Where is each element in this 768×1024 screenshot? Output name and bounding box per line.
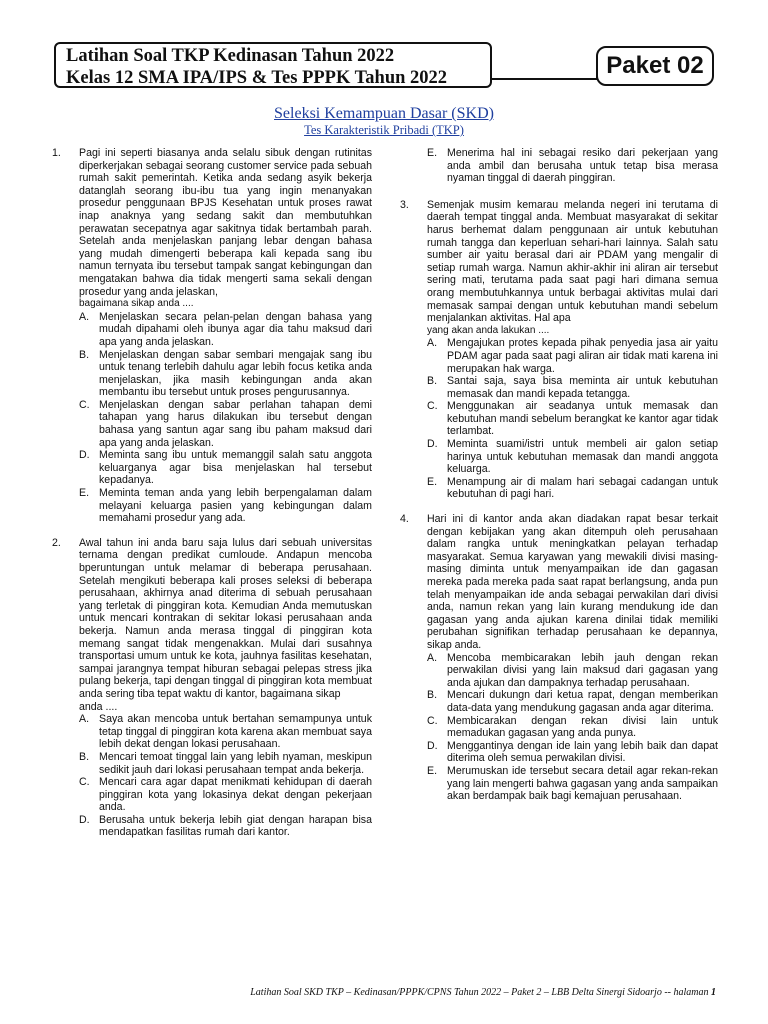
option-label: A. <box>79 310 90 323</box>
option-d[interactable] <box>427 438 718 476</box>
option-b[interactable] <box>427 689 718 714</box>
option-text: Mencoba membicarakan lebih jauh dengan rekan perwakilan divisi yang lain maksud dari gagasan yang anda ajukan dan dampaknya terhadap perusahaan. <box>447 651 718 689</box>
section-title <box>0 105 768 123</box>
header-connector <box>492 78 596 88</box>
option-text: Membicarakan dengan rekan divisi lain untuk memadukan gagasan yang anda punya. <box>447 714 718 740</box>
option-d[interactable] <box>79 449 372 487</box>
option-b[interactable] <box>79 349 372 399</box>
question-body <box>427 513 718 803</box>
option-a[interactable] <box>427 337 718 375</box>
option-label: E. <box>427 147 438 159</box>
option-text: Berusaha untuk bekerja lebih giat dengan harapan bisa mendapatkan fasilitas rumah dari kantor. <box>99 813 372 839</box>
option-text: Mengajukan protes kepada pihak penyedia jasa air yaitu PDAM agar pada saat pagi aliran air tidak mati karena ini merupakan hak warga. <box>447 337 718 375</box>
option-a[interactable] <box>79 713 372 751</box>
option-label: B. <box>427 375 438 388</box>
option-text: Meminta teman anda yang lebih berpengalaman dalam melayani keluarga pasien yang kebingungan dalam memahami prosedur yang ada. <box>99 487 372 525</box>
option-text: Mencari temoat tinggal lain yang lebih nyaman, meskipun sedikit jauh dari lokasi perusahaan tempat anda bekerja. <box>99 750 372 776</box>
option-label: A. <box>427 651 438 664</box>
question-4 <box>400 513 718 803</box>
option-label: C. <box>79 776 90 789</box>
option-text: Santai saja, saya bisa meminta air untuk kebutuhan memasak dan mandi kepada tetangga. <box>447 375 718 400</box>
question-number: 4. <box>400 513 409 526</box>
option-label: C. <box>79 398 90 411</box>
question-3 <box>400 199 718 501</box>
option-text: Meminta suami/istri untuk membeli air galon setiap harinya untuk kebutuhan memasak dan mandi anggota keluarga. <box>447 438 718 476</box>
question-body <box>79 147 372 525</box>
option-a[interactable] <box>79 311 372 349</box>
question-body <box>79 537 372 839</box>
header-title-box <box>54 42 492 88</box>
option-text: Menggantinya dengan ide lain yang lebih baik dan dapat diterima oleh semua perwakilan divisi. <box>447 739 718 765</box>
option-e[interactable] <box>427 765 718 803</box>
option-label: C. <box>427 400 438 413</box>
footer-text: Latihan Soal SKD TKP – Kedinasan/PPPK/CPNS Tahun 2022 – Paket 2 – LBB Delta Sinergi Sidoarjo -- halaman <box>250 987 709 998</box>
question-number: 3. <box>400 198 409 211</box>
page-footer <box>0 987 716 998</box>
question-text: Awal tahun ini anda baru saja lulus dari sebuah universitas ternama dengan predikat cumloude. Andapun mencoba bperuntungan untuk melamar di beberapa perusahaan. Setelah mengikuti beberapa kali proses seleksi di beberapa perusahaan, akhirnya anad diterima di sebuah perusahaan yang terletak di pinggiran kota. Kemudian Anda memutuskan untuk mencari kontrakan di sekitar lokasi perusahaan anda bekerja. Namun anda merasa tinggal di pinggiran kota memang sangat tidak mengenakkan. Mulai dari susahnya transportasi umum untuk ke kota, jauhnya fasilitas kesehatan, sampai jarangnya tempat hiburan sebagai pelepas stress jika pulang bekerja, tapi dengan tinggal di pinggiran kota membuat anda sering tiba tepat waktu di kantor, bagaimana sikap <box>79 536 372 700</box>
option-d[interactable] <box>427 740 718 765</box>
option-c[interactable] <box>427 715 718 740</box>
option-c[interactable] <box>79 776 372 814</box>
question-prompt: anda .... <box>79 700 118 713</box>
question-text: Semenjak musim kemarau melanda negeri ini terutama di daerah tempat tinggal anda. Membuat masyarakat di sekitar harus berhemat dalam penggunaan air untuk kebutuhan rumah tangga dan keperluan sehari-hari lainnya. Salah satu sumber air yaitu berasal dari air PDAM yang mengalir di setiap rumah warga. Namun akhir-akhir ini aliran air tersebut sering mati, terutama pada saat pagi hari dimana semua orang membutuhkannya untuk berbagai aktivitas mulai dari memasak sampai dengan untuk kebutuhan mandi sebelum menjalankan aktivitas. Hal apa <box>427 198 718 325</box>
option-d[interactable] <box>79 814 372 839</box>
option-label: B. <box>79 750 90 763</box>
question-prompt: bagaimana sikap anda .... <box>79 298 194 310</box>
option-text: Meminta sang ibu untuk memanggil salah satu anggota keluarganya agar bisa menjelaskan hal tersebut kepadanya. <box>99 449 372 487</box>
option-text: Menggunakan air seadanya untuk memasak dan kebutuhan mandi sebelum berangkat ke kantor agar tidak terlambat. <box>447 400 718 438</box>
left-column <box>52 147 372 851</box>
header-line-1: Latihan Soal TKP Kedinasan Tahun 2022 <box>66 46 395 66</box>
option-text: Menjelaskan dengan sabar perlahan tahapan demi tahapan yang harus dilakukan ibu tersebut dengan bahasa yang santun agar sang ibu paham maksud dari apa yang anda jelaskan. <box>99 398 372 449</box>
question-number: 2. <box>52 536 61 549</box>
option-text: Menjelaskan secara pelan-pelan dengan bahasa yang mudah dipahami oleh ibunya agar dia tahu maksud dari apa yang anda jelaskan. <box>99 310 372 348</box>
option-b[interactable] <box>79 751 372 776</box>
option-label: B. <box>79 348 90 361</box>
option-c[interactable] <box>427 400 718 438</box>
option-text: Mencari cara agar dapat menikmati kehidupan di daerah pinggiran kota yang lokasinya dekat dengan pekerjaan anda. <box>99 776 372 814</box>
option-text: Mencari dukungn dari ketua rapat, dengan memberikan data-data yang mendukung gagasan anda agar diterima. <box>447 689 718 714</box>
question-text: Pagi ini seperti biasanya anda selalu sibuk dengan rutinitas diperkerjakan sebagai seorang customer service pada sebuah rumah sakit pemerintah. Ketika anda sedang asyik bekerja datanglah seorang ibu-ibu tua yang ingin menanyakan prosedur penggunaan BPJS Kesehatan untuk proses rawat inap anaknya yang sedang sakit dan membutuhkan perawatan secepatnya agar sakitnya tidak bertambah parah. Setelah anda menjelaskan panjang lebar dengan bahasa yang mudah dimengerti beberapa kali kepada sang ibu namun ternyata ibu tersebut tampak sangat kebingungan dan mengatakan bahwa dia tidak mengerti sama sekali dengan prosedur yang anda jelaskan, <box>79 147 372 298</box>
section-title-text: Seleksi Kemampuan Dasar (SKD) <box>274 105 494 122</box>
question-body <box>427 199 718 501</box>
option-e[interactable] <box>79 487 372 525</box>
option-label: E. <box>427 475 438 488</box>
option-text: Menerima hal ini sebagai resiko dari pekerjaan yang anda ambil dan berusaha untuk tetap bisa merasa nyaman tinggal di daerah pinggiran. <box>447 147 718 185</box>
option-c[interactable] <box>79 399 372 449</box>
option-label: D. <box>427 739 438 752</box>
question-number: 1. <box>52 147 61 159</box>
paket-badge: Paket 02 <box>596 46 714 86</box>
option-label: E. <box>79 487 90 500</box>
option-text: Menampung air di malam hari sebagai cadangan untuk kebutuhan di pagi hari. <box>447 475 718 501</box>
option-e[interactable] <box>427 147 718 185</box>
header-line-2: Kelas 12 SMA IPA/IPS & Tes PPPK Tahun 2022 <box>66 68 448 88</box>
option-label: D. <box>79 449 90 462</box>
option-label: D. <box>79 813 90 826</box>
option-a[interactable] <box>427 652 718 690</box>
question-text: Hari ini di kantor anda akan diadakan rapat besar terkait dengan kebijakan yang akan ditempuh oleh perusahaan dalam rangka untuk meningkatkan pelayan terhadap masyarakat. Semua karyawan yang mewakili divisi masing-masing diminta untuk menyampaikan ide dan gagasan mereka pada mereka pada saat rapat berlangsung, anda pun telah menyampaikan ide anda sebagai perwakilan dari divisi anda, namun rekan yang lain kurang mendukung ide dan gagasan yang anda ajukan karena dinilai tidak memiliki perubahan signifikan terhadap perusahaan ke depannya, sikap anda. <box>427 513 718 651</box>
option-text: Merumuskan ide tersebut secara detail agar rekan-rekan yang lain mengerti bahwa gagasan yang anda sampaikan akan berdampak baik bagi kemajuan perusahaan. <box>447 764 718 803</box>
question-2-continued <box>400 147 718 185</box>
option-e[interactable] <box>427 476 718 501</box>
option-label: B. <box>427 689 438 702</box>
question-1 <box>52 147 372 525</box>
section-subtitle <box>0 123 768 138</box>
section-subtitle-text: Tes Karakteristik Pribadi (TKP) <box>304 123 464 137</box>
question-prompt: yang akan anda lakukan .... <box>427 324 550 336</box>
option-label: E. <box>427 764 438 777</box>
option-label: A. <box>427 337 438 350</box>
option-text: Menjelaskan dengan sabar sembari mengajak sang ibu untuk tenang terlebih dahulu agar lebih focus ketika anda menjelaskan, jika masih kebingungan anda akan membantu ibu tersebut untuk proses pengurusannya. <box>99 348 372 399</box>
right-column <box>400 147 718 815</box>
option-label: C. <box>427 714 438 727</box>
option-label: A. <box>79 713 90 726</box>
option-b[interactable] <box>427 375 718 400</box>
question-2 <box>52 537 372 839</box>
option-text: Saya akan mencoba untuk bertahan semampunya untuk tetap tinggal di pinggiran kota karena akan membuat saya lebih dekat dengan lokasi perusahaan. <box>99 713 372 751</box>
page-number: 1 <box>711 987 716 998</box>
option-label: D. <box>427 438 438 451</box>
